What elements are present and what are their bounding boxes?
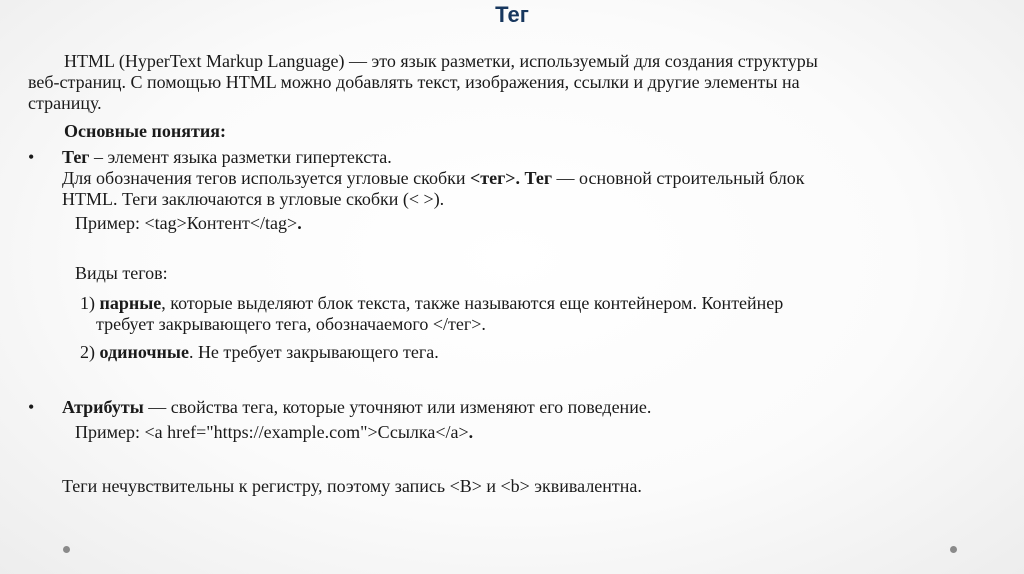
tag-types-item-1-line-2: требует закрывающего тега, обозначаемого </тег>. (96, 314, 486, 334)
tag-example-label: Пример: (75, 213, 145, 233)
attributes-example-code: <a href="https://example.com">Ссылка</a> (144, 422, 469, 442)
bullet-marker: • (28, 397, 35, 417)
tag-example-line (75, 213, 302, 234)
intro-line-2: веб-страниц. С помощью HTML можно добавлять текст, изображения, ссылки и другие элементы на (28, 72, 800, 92)
tag-brackets-line (62, 168, 804, 189)
corner-dot-left (63, 546, 70, 553)
intro-line-1: HTML (HyperText Markup Language) — это язык разметки, используемый для создания структуры (64, 51, 818, 71)
attributes-example-end: . (468, 422, 474, 442)
attributes-definition: — свойства тега, которые уточняют или изменяют его поведение. (143, 397, 652, 417)
item-1-number: 1) (80, 293, 100, 313)
item-1-text: , которые выделяют блок текста, также называются еще контейнером. Контейнер (161, 293, 784, 313)
attributes-example-line (75, 422, 473, 443)
tag-definition: – элемент языка разметки гипертекста. (89, 147, 392, 167)
item-2-term: одиночные (99, 342, 189, 362)
attributes-term: Атрибуты (62, 397, 144, 417)
tag-html-line: HTML. Теги заключаются в угловые скобки (< >). (62, 189, 445, 209)
tag-example-end: . (297, 213, 302, 233)
slide-title: Тег (495, 2, 529, 27)
tag-types-heading: Виды тегов: (75, 263, 168, 283)
tag-example-code: <tag>Контент</tag> (144, 213, 298, 233)
intro-line-3: страницу. (28, 93, 102, 113)
attributes-example-label: Пример: (75, 422, 145, 442)
tag-types-item-1 (80, 293, 783, 314)
tag-term: Тег (62, 147, 90, 167)
item-1-term: парные (99, 293, 162, 313)
case-sensitivity-note: Теги нечувствительны к регистру, поэтому запись <B> и <b> эквивалентна. (62, 476, 642, 496)
tag-brackets-bold: <тег>. Тег (470, 168, 553, 188)
tag-brackets-text: Для обозначения тегов используется угловые скобки (62, 168, 471, 188)
item-2-number: 2) (80, 342, 100, 362)
corner-dot-right (950, 546, 957, 553)
tag-types-item-2 (80, 342, 439, 363)
tag-brackets-rest: — основной строительный блок (552, 168, 805, 188)
basics-heading: Основные понятия: (64, 121, 226, 141)
bullet-marker: • (28, 147, 35, 167)
attributes-line (62, 397, 651, 418)
item-2-text: . Не требует закрывающего тега. (188, 342, 439, 362)
tag-definition-line (62, 147, 392, 168)
